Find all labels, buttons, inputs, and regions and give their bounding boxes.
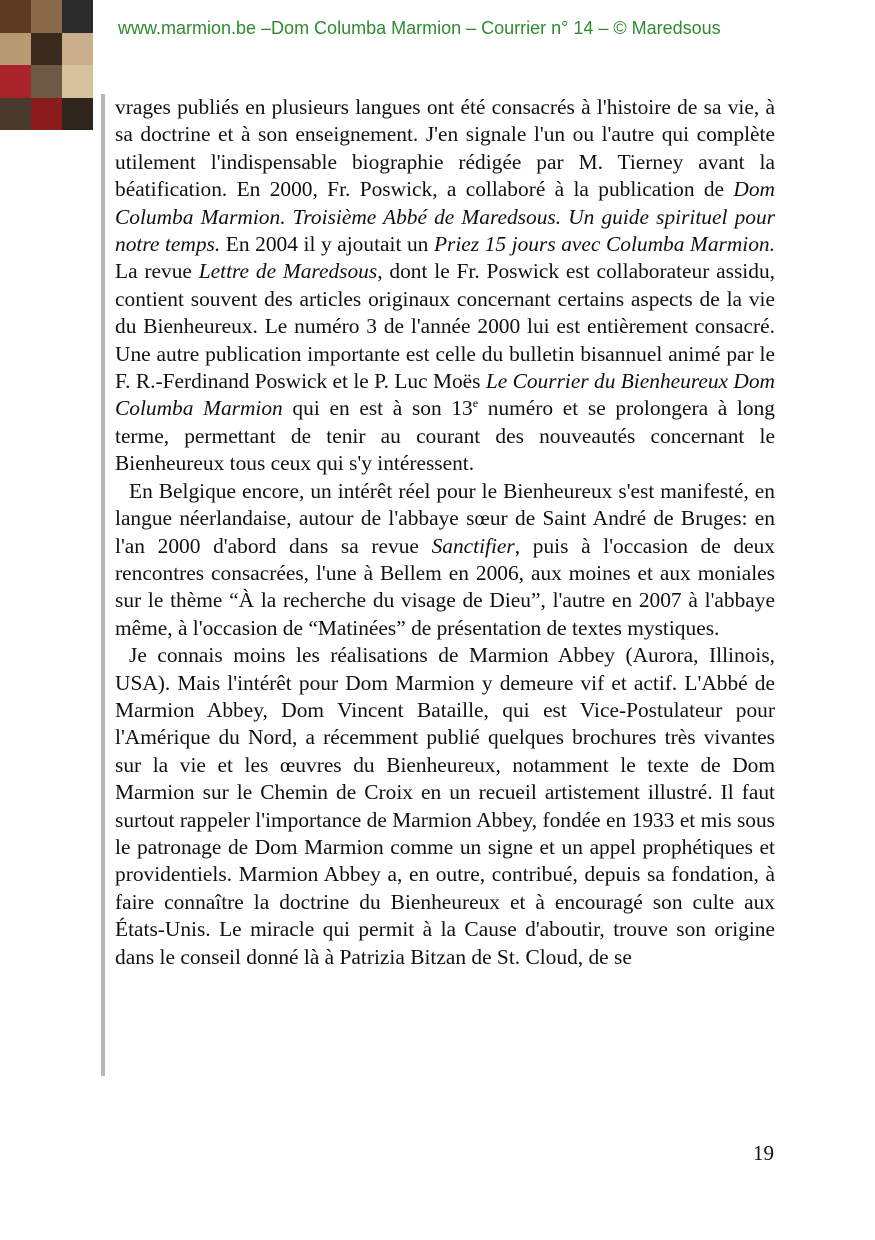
margin-bar — [101, 94, 105, 1076]
paragraph-1: vrages publiés en plusieurs langues ont été consacrés à l'histoire de sa vie, à sa doctrine et à son enseignement. J'en signale l'un ou l'autre qui complète utilement l'indispensable biographie rédigée par M. Tierney avant la béatification. En 2000, Fr. Poswick, a collaboré à la publication de Dom Columba Marmion. Troisième Abbé de Maredsous. Un guide spirituel pour notre temps. En 2004 il y ajoutait un Priez 15 jours avec Columba Marmion. La revue Lettre de Maredsous, dont le Fr. Poswick est collaborateur assidu, contient souvent des articles originaux concernant certains aspects de la vie du Bienheureux. Le numéro 3 de l'année 2000 lui est entièrement consacré. Une autre publication importante est celle du bulletin bisannuel animé par le F. R.-Ferdinand Poswick et le P. Luc Moës Le Courrier du Bienheureux Dom Columba Marmion qui en est à son 13e numéro et se prolongera à long terme, permettant de tenir au courant des nouveautés concernant le Bienheureux tous ceux qui s'y intéressent. — [115, 95, 775, 476]
collage-photo — [31, 33, 62, 66]
collage-photo — [62, 98, 93, 131]
collage-photo — [0, 33, 31, 66]
collage-photo — [31, 0, 62, 33]
paragraph-3: Je connais moins les réalisations de Marmion Abbey (Aurora, Illinois, USA). Mais l'intérêt pour Dom Marmion y demeure vif et actif. L'Abbé de Marmion Abbey, Dom Vincent Bataille, qui est Vice-Postulateur pour l'Amérique du Nord, a récemment publié quelques brochures très vivantes sur la vie et les œuvres du Bienheureux, notamment le texte de Dom Marmion sur le Chemin de Croix en un recueil artistement illustré. Il faut surtout rappeler l'importance de Marmion Abbey, fondée en 1933 et mis sous le patronage de Dom Marmion comme un signe et un appel prophétiques et providentiels. Marmion Abbey a, en outre, contribué, depuis sa fondation, à faire connaître la doctrine du Bienheureux et à encouragé son culte aux États-Unis. Le miracle qui permit à la Cause d'aboutir, trouve son origine dans le conseil donné là à Patrizia Bitzan de St. Cloud, de se — [115, 643, 775, 969]
collage-photo — [0, 0, 31, 33]
page-header[interactable]: www.marmion.be –Dom Columba Marmion – Courrier n° 14 – © Maredsous — [118, 18, 721, 38]
collage-photo — [62, 33, 93, 66]
collage-photo — [0, 98, 31, 131]
article-body — [115, 94, 775, 971]
header-photo-collage — [0, 0, 93, 130]
collage-photo — [62, 65, 93, 98]
paragraph-2: En Belgique encore, un intérêt réel pour le Bienheureux s'est manifesté, en langue néerlandaise, autour de l'abbaye sœur de Saint André de Bruges: en l'an 2000 d'abord dans sa revue Sanctifier, puis à l'occasion de deux rencontres consacrées, l'une à Bellem en 2006, aux moines et aux moniales sur le thème “À la recherche du visage de Dieu”, l'autre en 2007 à l'abbaye même, à l'occasion de “Matinées” de présentation de textes mystiques. — [115, 478, 775, 640]
page-number: 19 — [753, 1141, 774, 1165]
collage-photo — [31, 98, 62, 131]
collage-photo — [62, 0, 93, 33]
collage-photo — [0, 65, 31, 98]
collage-photo — [31, 65, 62, 98]
